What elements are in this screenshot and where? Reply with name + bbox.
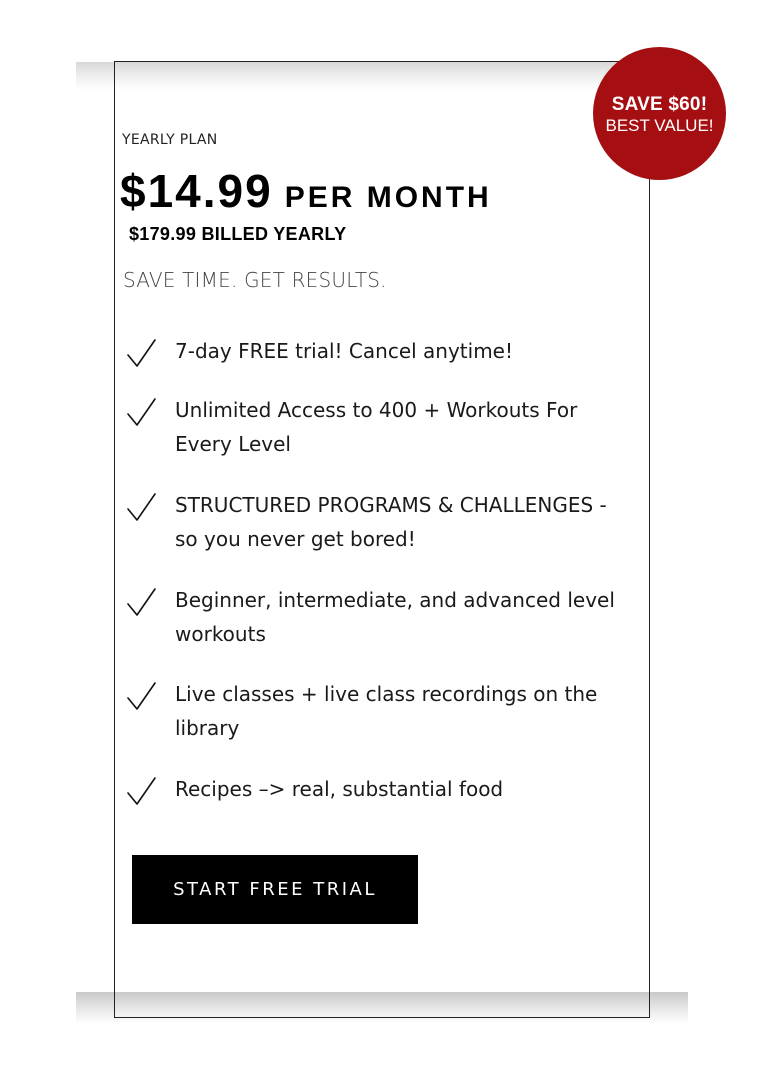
checkmark-icon	[124, 585, 158, 619]
checkmark-icon	[124, 336, 158, 370]
feature-text: Live classes + live class recordings on the library	[175, 682, 598, 740]
feature-item	[124, 488, 624, 556]
badge-subline: BEST VALUE!	[605, 116, 714, 135]
plan-tagline: SAVE TIME. GET RESULTS.	[123, 268, 387, 292]
checkmark-icon	[124, 774, 158, 808]
feature-text: STRUCTURED PROGRAMS & CHALLENGES - so you never get bored!	[175, 493, 607, 551]
price-amount: $14.99	[120, 165, 273, 217]
feature-item	[124, 677, 624, 745]
feature-text: Recipes –> real, substantial food	[175, 777, 504, 801]
feature-item	[124, 393, 624, 461]
checkmark-icon	[124, 679, 158, 713]
checkmark-icon	[124, 490, 158, 524]
feature-text: Beginner, intermediate, and advanced level workouts	[175, 588, 615, 646]
feature-text: 7-day FREE trial! Cancel anytime!	[175, 339, 514, 363]
badge-headline: SAVE $60!	[611, 94, 708, 115]
checkmark-icon	[124, 395, 158, 429]
billing-note: $179.99 BILLED YEARLY	[129, 224, 347, 244]
price-row	[120, 164, 492, 218]
feature-text: Unlimited Access to 400 + Workouts For Every Level	[175, 398, 578, 456]
plan-label: YEARLY PLAN	[122, 132, 218, 148]
feature-item	[124, 334, 624, 368]
savings-badge	[593, 47, 726, 180]
start-free-trial-button[interactable]: START FREE TRIAL	[132, 855, 418, 924]
feature-item	[124, 583, 624, 651]
price-period: PER MONTH	[284, 181, 492, 214]
feature-list	[124, 334, 624, 806]
feature-item	[124, 772, 624, 806]
